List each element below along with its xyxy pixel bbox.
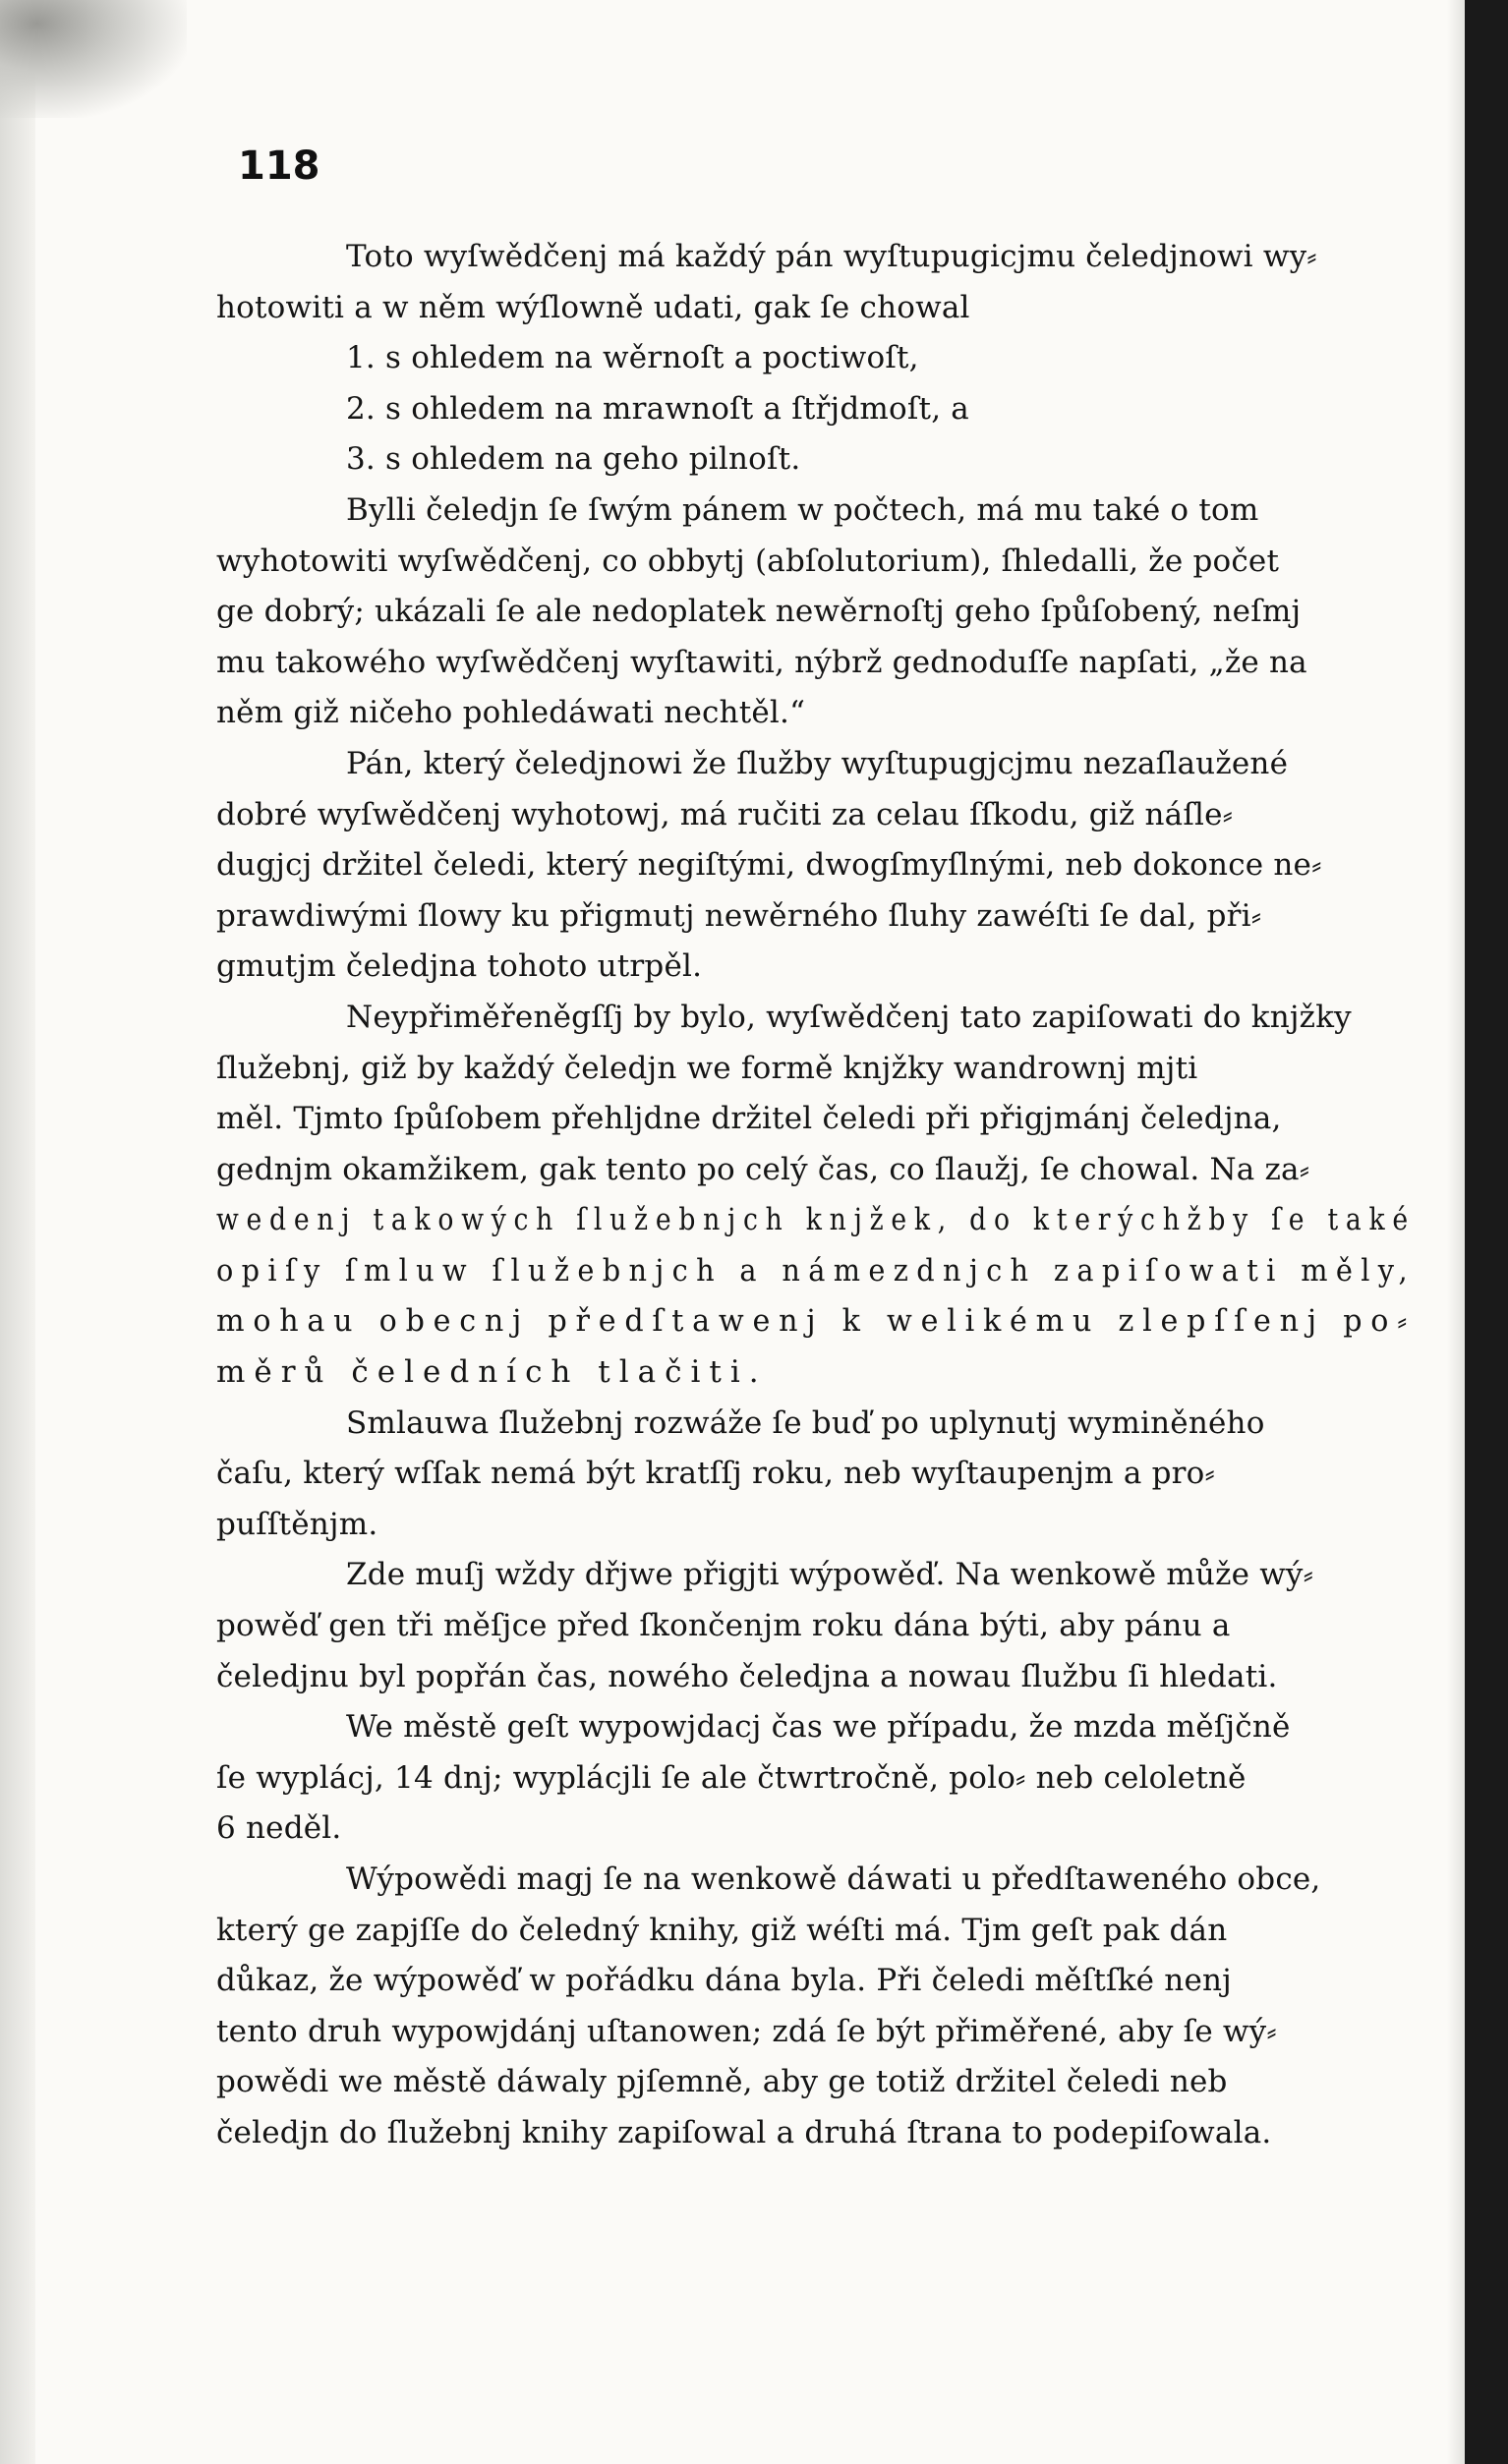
text-line-content: Toto wyſwědčenj má každý pán wyſtupugicjmu čeledjnowi wy⸗ xyxy=(346,239,1317,274)
text-line xyxy=(216,840,1416,891)
text-line-content: dugjcj držitel čeledi, který negiſtými, dwogſmyſlnými, neb dokonce ne⸗ xyxy=(216,847,1322,884)
text-line xyxy=(216,942,1416,993)
text-line xyxy=(216,1094,1416,1145)
text-line-content: wedenj takowých ſlužebnjch knjžek, do kterýchžby ſe také xyxy=(216,1202,1416,1238)
text-line-content: Neypřiměřeněgſſj by bylo, wyſwědčenj tato zapiſowati do knjžky xyxy=(346,999,1352,1035)
text-line xyxy=(216,1702,1416,1753)
text-line-content: čeledjn do ſlužebnj knihy zapiſowal a druhá ſtrana to podepiſowala. xyxy=(216,2114,1272,2150)
text-line-content: gednjm okamžikem, gak tento po celý čas, co ſlaužj, ſe chowal. Na za⸗ xyxy=(216,1151,1310,1187)
text-line xyxy=(216,993,1416,1044)
text-line xyxy=(216,891,1416,943)
text-line-content: čeledjnu byl popřán čas, nowého čeledjna a nowau ſlužbu ſi hledati. xyxy=(216,1658,1278,1694)
text-line-content: který ge zapjſſe do čeledný knihy, giž wéſti má. Tjm geſt pak dán xyxy=(216,1912,1228,1948)
text-line xyxy=(216,587,1416,638)
text-line-content: wyhotowiti wyſwědčenj, co obbytj (abſolutorium), ſhledalli, že počet xyxy=(216,543,1280,579)
text-line xyxy=(216,1652,1416,1703)
text-line-content: ge dobrý; ukázali ſe ale nedoplatek newěrnoſtj geho ſpůſobený, neſmj xyxy=(216,594,1302,630)
scan-gutter-edge xyxy=(1447,0,1465,2464)
text-line-content: puſſtěnjm. xyxy=(216,1506,378,1542)
text-line-content: We městě geſt wypowjdacj čas we případu, že mzda měſjčně xyxy=(346,1709,1291,1746)
text-line xyxy=(216,486,1416,537)
text-line xyxy=(216,1550,1416,1601)
text-line-content: Smlauwa ſlužebnj rozwáže ſe buď po uplynutj wyminěného xyxy=(346,1404,1265,1441)
page-number: 118 xyxy=(238,143,320,189)
text-line xyxy=(216,2057,1416,2108)
text-line xyxy=(216,688,1416,739)
text-line xyxy=(216,1855,1416,1906)
text-line xyxy=(216,1296,1416,1347)
text-line xyxy=(216,790,1416,841)
text-line-content: powěď gen tři měſjce před ſkončenjm roku dána býti, aby pánu a xyxy=(216,1608,1231,1644)
text-line-content: mu takowého wyſwědčenj wyſtawiti, nýbrž gednoduſſe napſati, „že na xyxy=(216,644,1307,680)
text-line xyxy=(216,1804,1416,1855)
text-line xyxy=(216,1956,1416,2007)
text-line-content: powědi we městě dáwaly pjſemně, aby ge totiž držitel čeledi neb xyxy=(216,2064,1228,2100)
text-line xyxy=(216,1347,1416,1399)
text-line-content: Zde muſj wždy dřjwe přigjti wýpowěď. Na wenkowě může wý⸗ xyxy=(346,1557,1314,1593)
text-line xyxy=(216,1753,1416,1805)
text-line-content: ſe wyplácj, 14 dnj; wyplácjli ſe ale čtwrtročně, polo⸗ neb celoletně xyxy=(216,1759,1247,1796)
body-text xyxy=(216,232,1416,2159)
text-line-content: mohau obecnj předſtawenj k welikému zlepſſenj po⸗ xyxy=(216,1303,1417,1340)
text-line xyxy=(216,638,1416,689)
text-line-content: důkaz, že wýpowěď w pořádku dána byla. Při čeledi měſtſké nenj xyxy=(216,1963,1232,1999)
text-line-content: opiſy ſmluw ſlužebnjch a námezdnjch zapiſowati měly, xyxy=(216,1252,1416,1289)
text-line xyxy=(216,1449,1416,1500)
text-line-content: hotowiti a w něm wýſlowně udati, gak ſe chowal xyxy=(216,289,970,325)
text-line xyxy=(216,537,1416,588)
text-line xyxy=(216,2007,1416,2058)
text-line xyxy=(216,1399,1416,1450)
text-line-content: ſlužebnj, giž by každý čeledjn we formě knjžky wandrownj mjti xyxy=(216,1050,1198,1086)
text-line xyxy=(216,1145,1416,1196)
text-line xyxy=(216,1500,1416,1551)
text-line-content: měrů čeledních tlačiti. xyxy=(216,1354,768,1391)
text-line-content: Wýpowědi magj ſe na wenkowě dáwati u předſtaweného obce, xyxy=(346,1862,1321,1897)
text-line xyxy=(216,434,1416,486)
text-line xyxy=(216,1044,1416,1095)
text-line-content: tento druh wypowjdánj uſtanowen; zdá ſe být přiměřené, aby ſe wý⸗ xyxy=(216,2013,1277,2049)
text-line xyxy=(216,1246,1416,1297)
text-line-content: 3. s ohledem na geho pilnoſt. xyxy=(346,441,801,478)
text-line-content: dobré wyſwědčenj wyhotowj, má ručiti za celau ſſkodu, giž náſle⸗ xyxy=(216,796,1234,832)
text-line-content: 6 neděl. xyxy=(216,1810,342,1847)
text-line xyxy=(216,1906,1416,1957)
text-line-content: gmutjm čeledjna tohoto utrpěl. xyxy=(216,948,703,985)
text-line xyxy=(216,283,1416,334)
text-line-content: 2. s ohledem na mrawnoſt a ſtřjdmoſt, a xyxy=(346,390,969,427)
text-line-content: 1. s ohledem na wěrnoſt a poctiwoſt, xyxy=(346,340,919,376)
text-line-content: Pán, který čeledjnowi že ſlužby wyſtupugjcjmu nezaſlaužené xyxy=(346,745,1289,781)
text-line-content: měl. Tjmto ſpůſobem přehljdne držitel čeledi při přigjmánj čeledjna, xyxy=(216,1101,1282,1137)
scan-shadow-left xyxy=(0,0,35,2464)
text-line xyxy=(216,2108,1416,2159)
text-line-content: čaſu, který wſſak nemá být kratſſj roku, neb wyſtaupenjm a pro⸗ xyxy=(216,1456,1216,1492)
text-line xyxy=(216,739,1416,790)
text-line-content: prawdiwými ſlowy ku přigmutj newěrného ſluhy zawéſti ſe dal, při⸗ xyxy=(216,897,1262,934)
text-line-content: Bylli čeledjn ſe ſwým pánem w počtech, má mu také o tom xyxy=(346,491,1259,528)
scan-smudge xyxy=(0,0,187,118)
text-line xyxy=(216,1601,1416,1652)
text-line xyxy=(216,333,1416,384)
text-line xyxy=(216,1195,1416,1246)
text-line xyxy=(216,232,1416,283)
text-line xyxy=(216,384,1416,435)
text-line-content: něm giž ničeho pohledáwati nechtěl.“ xyxy=(216,695,806,731)
scan-border-bar xyxy=(1465,0,1508,2464)
